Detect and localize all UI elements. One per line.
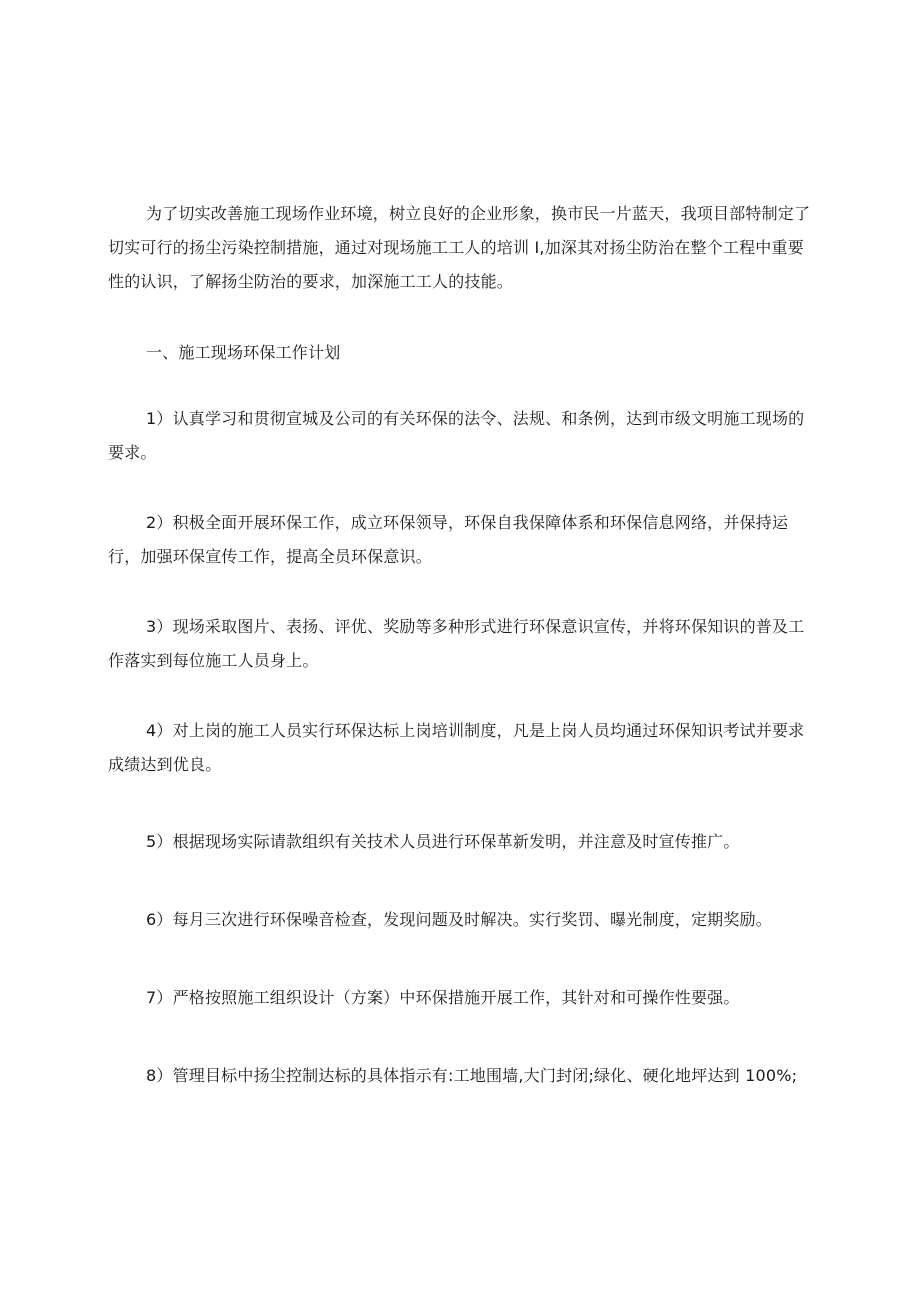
list-item: 1）认真学习和贯彻宣城及公司的有关环保的法令、法规、和条例，达到市级文明施工现场的要求。	[108, 409, 805, 462]
list-item: 6）每月三次进行环保噪音检查，发现问题及时解决。实行奖罚、曝光制度，定期奖励。	[146, 910, 772, 929]
section-heading: 一、施工现场环保工作计划	[146, 343, 341, 362]
intro-paragraph: 为了切实改善施工现场作业环境，树立良好的企业形象，换市民一片蓝天，我项目部特制定了切实可行的扬尘污染控制措施，通过对现场施工工人的培训 I,加深其对扬尘防治在整个工程中重要性的认识，了解扬尘防治的要求，加深施工工人的技能。	[108, 204, 811, 291]
list-item: 2）积极全面开展环保工作，成立环保领导，环保自我保障体系和环保信息网络，并保持运行，加强环保宣传工作，提高全员环保意识。	[108, 513, 789, 566]
list-item: 8）管理目标中扬尘控制达标的具体指示有:工地围墙,大门封闭;绿化、硬化地坪达到 100%;	[146, 1066, 798, 1085]
list-item: 5）根据现场实际请款组织有关技术人员进行环保革新发明，并注意及时宣传推广。	[146, 832, 740, 851]
list-item: 7）严格按照施工组织设计（方案）中环保措施开展工作，其针对和可操作性要强。	[146, 988, 740, 1007]
list-item: 3）现场采取图片、表扬、评优、奖励等多种形式进行环保意识宣传，并将环保知识的普及工作落实到每位施工人员身上。	[108, 617, 805, 670]
list-item: 4）对上岗的施工人员实行环保达标上岗培训制度，凡是上岗人员均通过环保知识考试并要求成绩达到优良。	[108, 721, 805, 774]
